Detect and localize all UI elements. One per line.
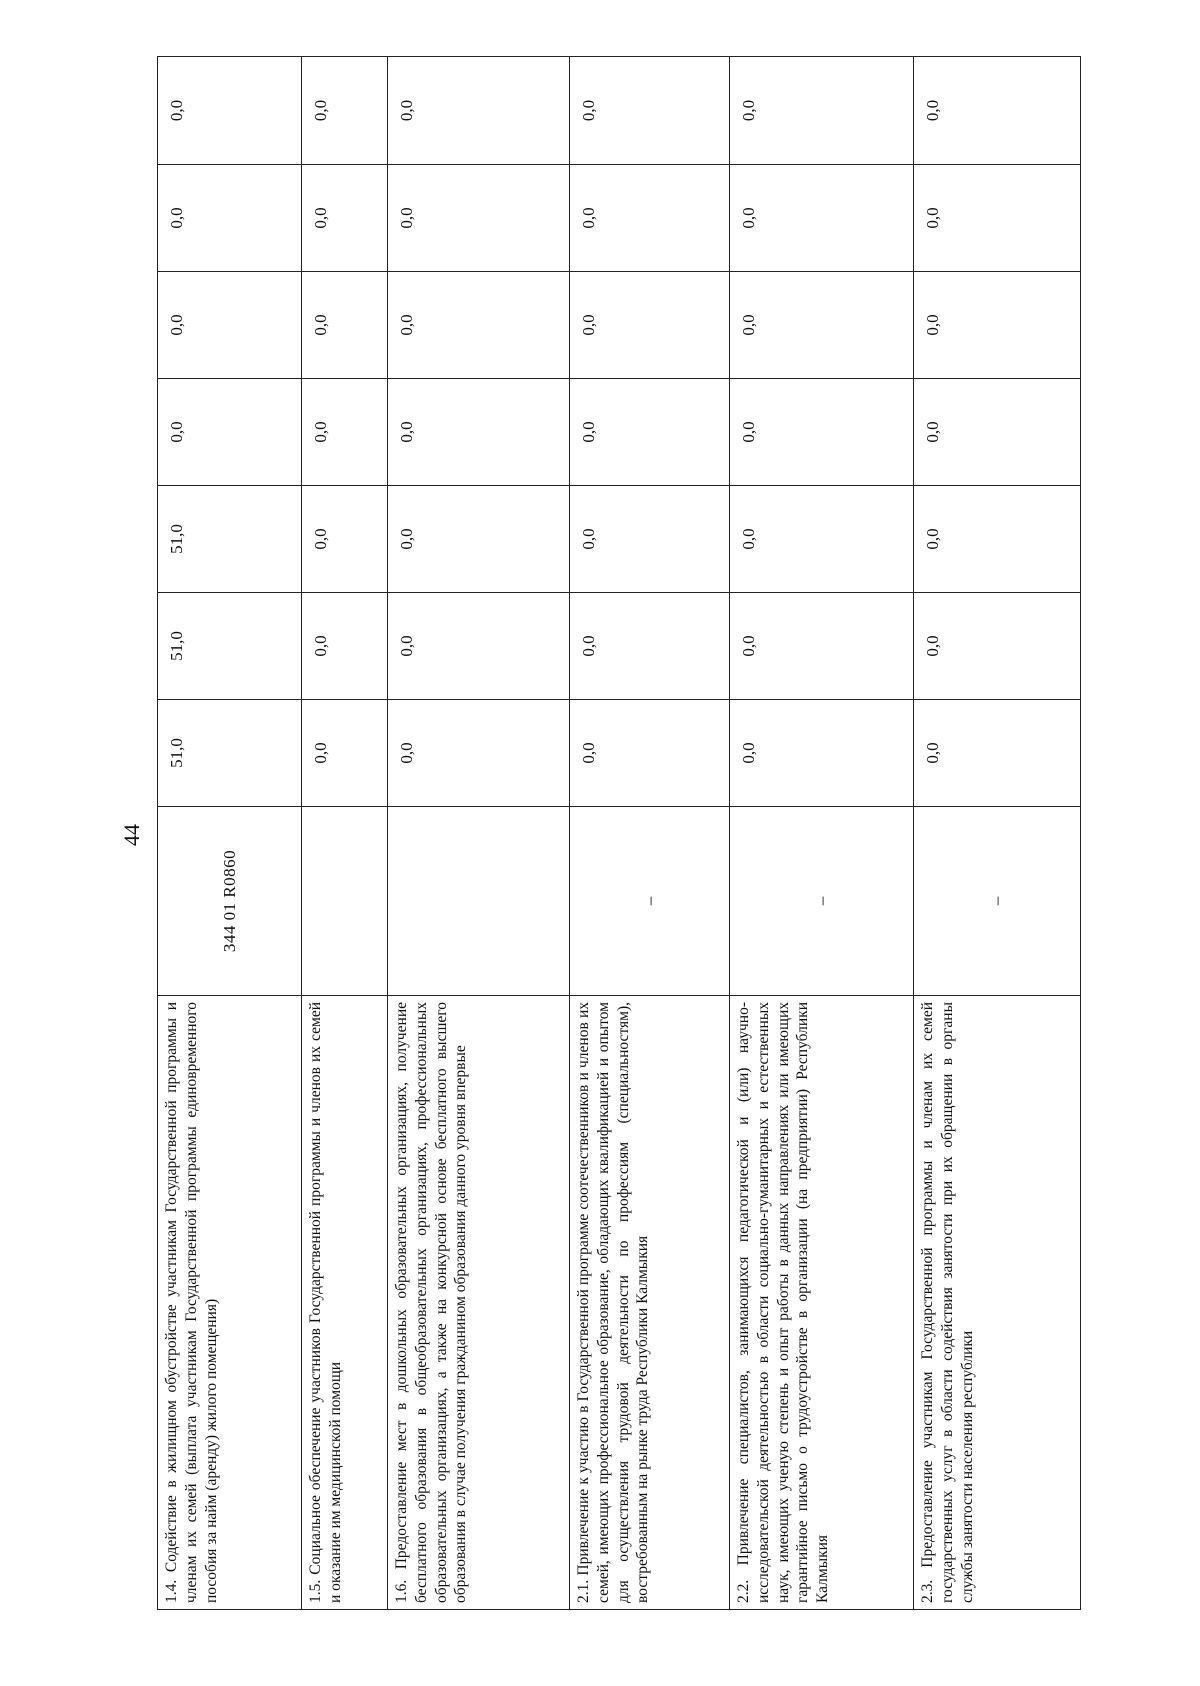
value-cell: 0,0 (730, 593, 914, 700)
value-cell: 0,0 (914, 700, 1081, 807)
value-cell: 0,0 (302, 165, 388, 272)
budget-code: 344 01 R0860 (158, 807, 302, 996)
rotated-table-wrapper (157, 57, 1080, 1610)
value-cell: 0,0 (914, 57, 1081, 165)
value-cell: 0,0 (388, 57, 570, 165)
value-cell: 0,0 (914, 272, 1081, 379)
value-cell: 0,0 (388, 165, 570, 272)
funding-table (157, 56, 1081, 1610)
value-cell: 0,0 (158, 272, 302, 379)
budget-code: – (914, 807, 1081, 996)
value-cell: 0,0 (570, 486, 730, 593)
value-cell: 0,0 (388, 593, 570, 700)
value-cell: 0,0 (914, 486, 1081, 593)
value-cell: 0,0 (914, 593, 1081, 700)
value-cell: 0,0 (570, 57, 730, 165)
row-description: 1.5. Социальное обеспечение участников Государственной программы и членов их семей и оказание им медицинской помощи (302, 996, 388, 1610)
value-cell: 0,0 (388, 272, 570, 379)
budget-code: – (730, 807, 914, 996)
value-cell: 0,0 (730, 379, 914, 486)
row-description: 2.3. Предоставление участникам Государственной программы и членам их семей государственных услуг в области содействия занятости при их обращении в органы службы занятости населения республики (914, 996, 1081, 1610)
value-cell: 0,0 (302, 486, 388, 593)
budget-code (388, 807, 570, 996)
table-row (158, 57, 302, 1610)
row-description: 2.1. Привлечение к участию в Государственной программе соотечественников и членов их семей, имеющих профессиональное образование, обладающих квалификацией и опытом для осуществления трудовой деятельности по профессиям (специальностям), востребованным на рынке труда Республики Калмыкия (570, 996, 730, 1610)
value-cell: 0,0 (730, 700, 914, 807)
table-row (570, 57, 730, 1610)
value-cell: 0,0 (570, 593, 730, 700)
value-cell: 51,0 (158, 700, 302, 807)
value-cell: 0,0 (730, 165, 914, 272)
row-description: 1.6. Предоставление мест в дошкольных образовательных организациях, получение бесплатного образования в общеобразовательных организациях, профессиональных образовательных организациях, а также на конкурсной основе бесплатного высшего образования в случае получения гражданином образования данного уровня впервые (388, 996, 570, 1610)
value-cell: 51,0 (158, 486, 302, 593)
value-cell: 0,0 (914, 165, 1081, 272)
value-cell: 0,0 (302, 57, 388, 165)
value-cell: 0,0 (730, 486, 914, 593)
value-cell: 0,0 (914, 379, 1081, 486)
table-row (730, 57, 914, 1610)
budget-code: – (570, 807, 730, 996)
table-row (914, 57, 1081, 1610)
value-cell: 0,0 (302, 700, 388, 807)
value-cell: 0,0 (570, 379, 730, 486)
value-cell: 0,0 (388, 486, 570, 593)
value-cell: 0,0 (158, 57, 302, 165)
value-cell: 0,0 (302, 272, 388, 379)
row-description: 2.2. Привлечение специалистов, занимающихся педагогической и (или) научно-исследовательской деятельностью в области социально-гуманитарных и естественных наук, имеющих ученую степень и опыт работы в данных направлениях или имеющих гарантийное письмо о трудоустройстве в организации (на предприятии) Республики Калмыкия (730, 996, 914, 1610)
value-cell: 0,0 (158, 379, 302, 486)
page-number: 44 (119, 824, 144, 846)
row-description: 1.4. Содействие в жилищном обустройстве участникам Государственной программы и членам их семей (выплата участникам Государственной программы единовременного пособия за найм (аренду) жилого помещения) (158, 996, 302, 1610)
value-cell: 0,0 (388, 700, 570, 807)
value-cell: 51,0 (158, 593, 302, 700)
value-cell: 0,0 (158, 165, 302, 272)
value-cell: 0,0 (570, 165, 730, 272)
value-cell: 0,0 (730, 57, 914, 165)
budget-code (302, 807, 388, 996)
value-cell: 0,0 (570, 700, 730, 807)
value-cell: 0,0 (388, 379, 570, 486)
value-cell: 0,0 (302, 593, 388, 700)
table-row (388, 57, 570, 1610)
value-cell: 0,0 (730, 272, 914, 379)
value-cell: 0,0 (302, 379, 388, 486)
value-cell: 0,0 (570, 272, 730, 379)
table-row (302, 57, 388, 1610)
